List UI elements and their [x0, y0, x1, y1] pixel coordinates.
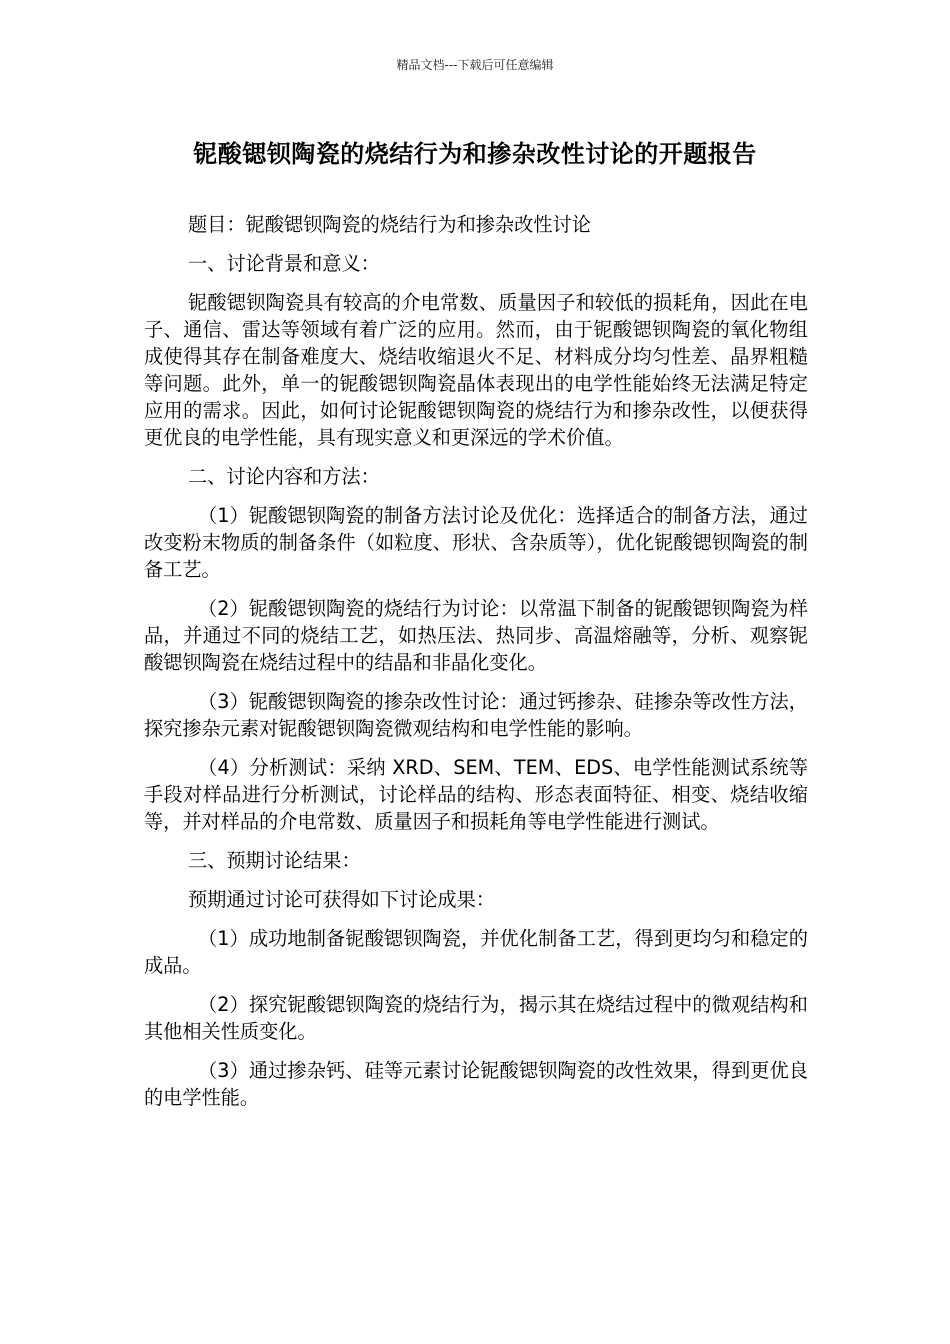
expected-item-2: （2）探究铌酸锶钡陶瓷的烧结行为，揭示其在烧结过程中的微观结构和其他相关性质变化。	[144, 993, 808, 1043]
methods-item-2: （2）铌酸锶钡陶瓷的烧结行为讨论：以常温下制备的铌酸锶钡陶瓷为样品，并通过不同的烧结工艺，如热压法、热同步、高温熔融等，分析、观察铌酸锶钡陶瓷在烧结过程中的结晶和非晶化变化。	[144, 597, 808, 674]
methods-item-3: （3）铌酸锶钡陶瓷的掺杂改性讨论：通过钙掺杂、硅掺杂等改性方法，探究掺杂元素对铌酸锶钡陶瓷微观结构和电学性能的影响。	[144, 690, 808, 740]
section-heading-background: 一、讨论背景和意义：	[188, 252, 380, 275]
expected-item-3: （3）通过掺杂钙、硅等元素讨论铌酸锶钡陶瓷的改性效果，得到更优良的电学性能。	[144, 1059, 808, 1109]
expected-item-1: （1）成功地制备铌酸锶钡陶瓷，并优化制备工艺，得到更均匀和稳定的成品。	[144, 927, 808, 977]
methods-item-4: （4）分析测试：采纳 XRD、SEM、TEM、EDS、电学性能测试系统等手段对样品进行分析测试，讨论样品的结构、形态表面特征、相变、烧结收缩等，并对样品的介电常数、质量因子和损耗角等电学性能进行测试。	[144, 756, 808, 833]
document-title: 铌酸锶钡陶瓷的烧结行为和掺杂改性讨论的开题报告	[193, 140, 757, 168]
background-paragraph: 铌酸锶钡陶瓷具有较高的介电常数、质量因子和较低的损耗角，因此在电子、通信、雷达等领域有着广泛的应用。然而，由于铌酸锶钡陶瓷的氧化物组成使得其存在制备难度大、烧结收缩退火不足、材料成分均匀性差、晶界粗糙等问题。此外，单一的铌酸锶钡陶瓷晶体表现出的电学性能始终无法满足特定应用的需求。因此，如何讨论铌酸锶钡陶瓷的烧结行为和掺杂改性，以便获得更优良的电学性能，具有现实意义和更深远的学术价值。	[144, 291, 808, 449]
expected-intro: 预期通过讨论可获得如下讨论成果：	[188, 888, 495, 911]
methods-item-1: （1）铌酸锶钡陶瓷的制备方法讨论及优化：选择适合的制备方法，通过改变粉末物质的制备条件（如粒度、形状、含杂质等），优化铌酸锶钡陶瓷的制备工艺。	[144, 504, 808, 581]
page-header: 精品文档---下载后可任意编辑	[396, 58, 554, 72]
topic-line: 题目：铌酸锶钡陶瓷的烧结行为和掺杂改性讨论	[188, 213, 591, 236]
section-heading-methods: 二、讨论内容和方法：	[188, 465, 380, 488]
section-heading-expected: 三、预期讨论结果：	[188, 849, 361, 872]
document-body	[144, 211, 808, 1111]
